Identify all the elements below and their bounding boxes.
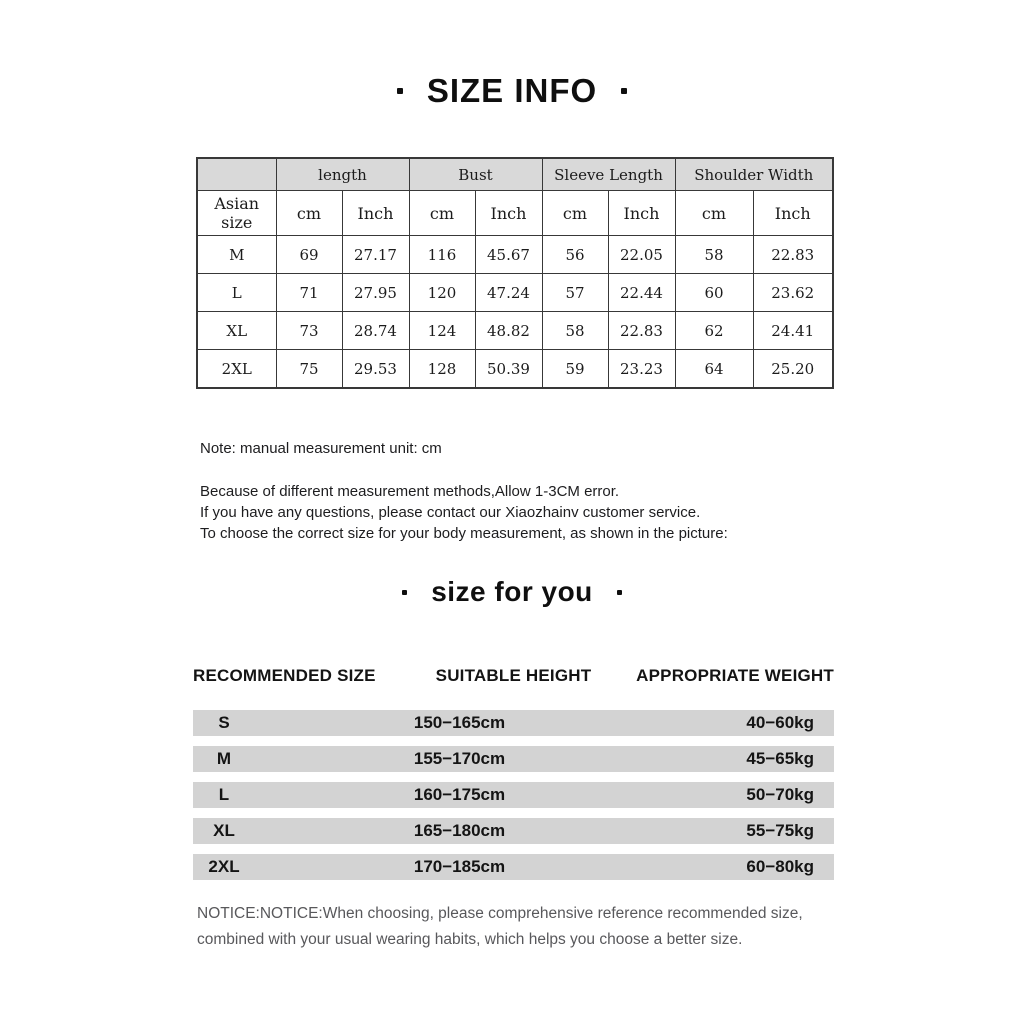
row-weight: 45−65kg	[746, 749, 814, 768]
cell-value: 23.62	[753, 274, 833, 312]
paragraph-line: Because of different measurement methods,Allow 1-3CM error.	[200, 483, 620, 500]
cell-value: 71	[276, 274, 342, 312]
cell-value: 120	[409, 274, 475, 312]
corner-cell	[197, 158, 276, 191]
col-recommended-size: RECOMMENDED SIZE	[193, 666, 376, 685]
cell-value: 22.05	[608, 236, 675, 274]
col-length-cm: cm	[276, 191, 342, 236]
row-height: 150−165cm	[413, 713, 506, 732]
group-length: length	[276, 158, 409, 191]
size-info-title-text: SIZE INFO	[426, 72, 598, 109]
cell-value: 128	[409, 350, 475, 389]
size-info-table	[196, 157, 834, 389]
size-row-m	[197, 236, 833, 274]
row-size: M	[216, 749, 232, 768]
cell-value: 22.83	[608, 312, 675, 350]
cell-size: L	[197, 274, 276, 312]
size-row-l	[197, 274, 833, 312]
col-sleeve-cm: cm	[542, 191, 608, 236]
cell-value: 47.24	[475, 274, 542, 312]
cell-value: 22.44	[608, 274, 675, 312]
recommend-row-xl	[193, 818, 834, 844]
size-row-xl	[197, 312, 833, 350]
row-weight: 55−75kg	[746, 821, 814, 840]
col-shoulder-cm: cm	[675, 191, 753, 236]
size-info-title	[0, 72, 1024, 110]
title-dot-left	[402, 590, 407, 595]
cell-value: 58	[542, 312, 608, 350]
measurement-note: Note: manual measurement unit: cm	[200, 440, 442, 457]
row-weight: 50−70kg	[746, 785, 814, 804]
size-for-you-title	[0, 576, 1024, 608]
row-weight: 40−60kg	[746, 713, 814, 732]
cell-value: 75	[276, 350, 342, 389]
recommend-row-s	[193, 710, 834, 736]
col-sleeve-inch: Inch	[608, 191, 675, 236]
row-size: XL	[213, 821, 235, 840]
size-row-2xl	[197, 350, 833, 389]
cell-value: 73	[276, 312, 342, 350]
cell-value: 50.39	[475, 350, 542, 389]
cell-value: 116	[409, 236, 475, 274]
cell-value: 60	[675, 274, 753, 312]
size-for-you-title-text: size for you	[431, 576, 593, 607]
row-height: 155−170cm	[413, 749, 506, 768]
group-header-row	[197, 158, 833, 191]
size-for-you-header-row	[193, 666, 834, 686]
cell-value: 69	[276, 236, 342, 274]
measurement-paragraph	[200, 481, 728, 544]
cell-value: 56	[542, 236, 608, 274]
cell-value: 58	[675, 236, 753, 274]
cell-value: 25.20	[753, 350, 833, 389]
row-height: 170−185cm	[413, 857, 506, 876]
cell-value: 29.53	[342, 350, 409, 389]
cell-value: 124	[409, 312, 475, 350]
col-asian-size: Asian size	[197, 191, 276, 236]
cell-size: XL	[197, 312, 276, 350]
cell-size: M	[197, 236, 276, 274]
group-sleeve-length: Sleeve Length	[542, 158, 675, 191]
row-height: 165−180cm	[413, 821, 506, 840]
col-suitable-height: SUITABLE HEIGHT	[435, 666, 592, 685]
cell-value: 57	[542, 274, 608, 312]
title-dot-right	[621, 88, 627, 94]
col-bust-inch: Inch	[475, 191, 542, 236]
row-size: 2XL	[208, 857, 240, 876]
col-shoulder-inch: Inch	[753, 191, 833, 236]
recommend-row-2xl	[193, 854, 834, 880]
cell-size: 2XL	[197, 350, 276, 389]
row-size: L	[218, 785, 230, 804]
col-bust-cm: cm	[409, 191, 475, 236]
row-weight: 60−80kg	[746, 857, 814, 876]
recommend-row-m	[193, 746, 834, 772]
cell-value: 28.74	[342, 312, 409, 350]
cell-value: 24.41	[753, 312, 833, 350]
paragraph-line: To choose the correct size for your body measurement, as shown in the picture:	[200, 525, 728, 542]
recommend-row-l	[193, 782, 834, 808]
cell-value: 23.23	[608, 350, 675, 389]
paragraph-line: If you have any questions, please contact our Xiaozhainv customer service.	[200, 504, 701, 521]
choosing-notice: NOTICE:NOTICE:When choosing, please comprehensive reference recommended size, combined with your usual wearing habits, which helps you choose a better size.	[197, 905, 803, 948]
size-for-you-table	[193, 710, 834, 890]
row-height: 160−175cm	[413, 785, 506, 804]
group-bust: Bust	[409, 158, 542, 191]
cell-value: 62	[675, 312, 753, 350]
cell-value: 59	[542, 350, 608, 389]
cell-value: 22.83	[753, 236, 833, 274]
title-dot-right	[617, 590, 622, 595]
col-appropriate-weight: APPROPRIATE WEIGHT	[636, 666, 834, 685]
col-length-inch: Inch	[342, 191, 409, 236]
cell-value: 27.17	[342, 236, 409, 274]
cell-value: 64	[675, 350, 753, 389]
cell-value: 48.82	[475, 312, 542, 350]
title-dot-left	[397, 88, 403, 94]
group-shoulder-width: Shoulder Width	[675, 158, 833, 191]
cell-value: 27.95	[342, 274, 409, 312]
row-size: S	[218, 713, 230, 732]
cell-value: 45.67	[475, 236, 542, 274]
subheader-row	[197, 191, 833, 236]
